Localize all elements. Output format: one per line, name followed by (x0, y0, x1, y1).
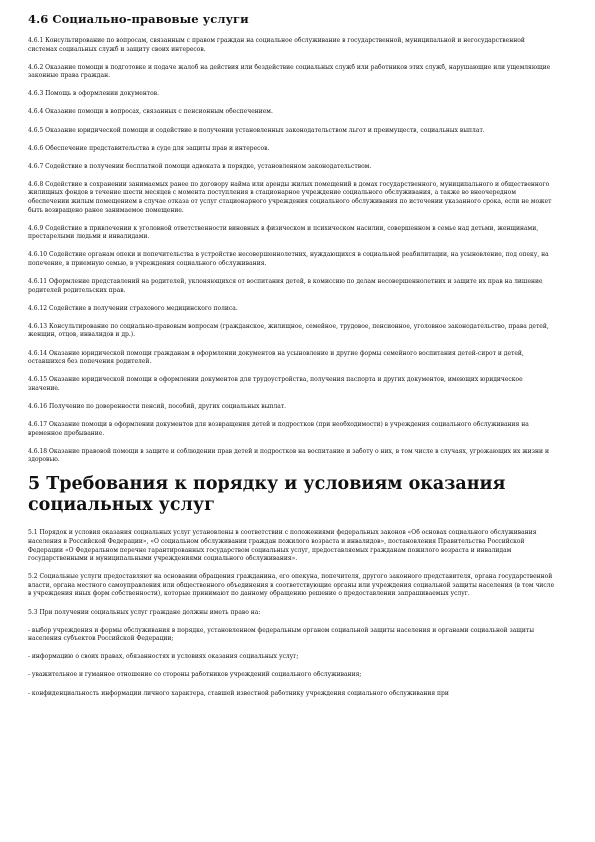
section-heading-4-6: 4.6 Социально-правовые услуги (28, 12, 249, 26)
bullet-item: - выбор учреждения и формы обслуживания в порядке, установленном федеральным органом социальной защиты населения и органами социальной защиты населения субъектов Российской Федерации; (28, 626, 534, 643)
list-item: 4.6.7 Содействие в получении бесплатной помощи адвоката в порядке, установленном законодательством. (28, 162, 372, 170)
bullet-item: - конфиденциальность информации личного характера, ставшей известной работнику учреждения социального обслуживания при (28, 689, 449, 697)
bullet-item: - уважительное и гуманное отношение со стороны работников учреждений социального обслуживания; (28, 671, 362, 679)
list-item: 4.6.3 Помощь в оформлении документов. (28, 90, 160, 98)
list-item: 4.6.9 Содействие в привлечении к уголовной ответственности виновных в физическом и психическом насилии, совершенном в семье над детьми, женщинами, престарелыми людьми и инвалидами. (28, 224, 539, 241)
list-item: 4.6.15 Оказание юридической помощи в оформлении документов для трудоустройства, получения паспорта и других документов, имеющих юридическое значение. (28, 376, 523, 392)
list-item: 4.6.13 Консультирование по социально-правовым вопросам (гражданское, жилищное, семейное, трудовое, пенсионное, уголовное законодательство, права детей, женщин, отцов, инвалидов и др.). (28, 322, 549, 339)
list-item: 4.6.1 Консультирование по вопросам, связанным с правом граждан на социальное обслуживание в государственной, муниципальной и негосударственной системах социальных служб и защиту своих интересов. (28, 37, 525, 53)
list-item: 4.6.10 Содействие органам опеки и попечительства в устройстве несовершеннолетних, нуждающихся в социальной реабилитации, на усыновление, под опеку, на попечение, в приемную семью, в учреждения социального обслуживания. (28, 251, 549, 267)
list-item: 4.6.4 Оказание помощи в вопросах, связанных с пенсионным обеспечением. (28, 108, 273, 116)
list-item: 4.6.17 Оказание помощи в оформлении документов для возвращения детей и подростков (при необходимости) в учреждения социального обслуживания на временное пребывание. (28, 421, 529, 437)
paragraph: 5.2 Социальные услуги предоставляют на основании обращения гражданина, его опекуна, попечителя, другого законного представителя, органа государственной власти, органа местного самоуправления или общественного объединения в соответствующие органы или учреждения социальной защиты населения (в том числе в учреждения иных форм собственности), которые принимают по данному обращению решение о предоставлении запрашиваемых услуг. (28, 573, 555, 598)
list-item: 4.6.14 Оказание юридической помощи гражданам в оформлении документов на усыновление и другие формы семейного воспитания детей-сирот и детей, оставшихся без попечения родителей. (28, 349, 524, 366)
list-item: 4.6.18 Оказание правовой помощи в защите и соблюдении прав детей и подростков на воспитание и заботу о них, в том числе в случаях, угрожающих их жизни и здоровью. (28, 447, 549, 464)
list-item: 4.6.5 Оказание юридической помощи и содействие в получении установленных законодательством льгот и преимуществ, социальных выплат. (28, 126, 485, 134)
list-item: 4.6.2 Оказание помощи в подготовке и подаче жалоб на действия или бездействие социальных служб или работников этих служб, нарушающие или ущемляющие законные права граждан. (28, 63, 551, 80)
list-item: 4.6.6 Обеспечение представительства в суде для защиты прав и интересов. (28, 144, 270, 152)
list-item: 4.6.11 Оформление представлений на родителей, уклоняющихся от воспитания детей, в комиссию по делам несовершеннолетних и защите их прав на лишение родителей родительских прав. (28, 278, 543, 294)
paragraph: 5.1 Порядок и условия оказания социальных услуг установлены в соответствии с положениями федеральных законов «Об основах социального обслуживания населения в Российской Федерации», «О социальном обслуживании граждан пожилого возраста и инвалидов», постановления Правительства Российской Федерации «О Федеральном перечне гарантированных государством социальных услуг, предоставляемых гражданам пожилого возраста и инвалидам государственными и муниципальными учреждениями социального обслуживания». (28, 529, 537, 563)
list-item: 4.6.8 Содействие в сохранении занимаемых ранее по договору найма или аренды жилых помещений в домах государственного, муниципального и общественного жилищных фондов в течение шести месяцев с момента поступления в стационарное учреждение социального обслуживания, а также во внеочередном обеспечении жилым помещением в случае отказа от услуг стационарного учреждения социального обслуживания по истечении указанного срока, если не может быть возвращено ранее занимаемое помещение. (28, 180, 552, 214)
list-item: 4.6.12 Содействие в получении страхового медицинского полиса. (28, 304, 238, 312)
bullet-item: - информацию о своих правах, обязанностях и условиях оказания социальных услуг; (28, 653, 299, 661)
section-heading-5: 5 Требования к порядку и условиям оказания социальных услуг (28, 474, 506, 516)
list-item: 4.6.16 Получение по доверенности пенсий, пособий, других социальных выплат. (28, 402, 287, 410)
paragraph: 5.3 При получении социальных услуг граждане должны иметь право на: (28, 608, 261, 616)
